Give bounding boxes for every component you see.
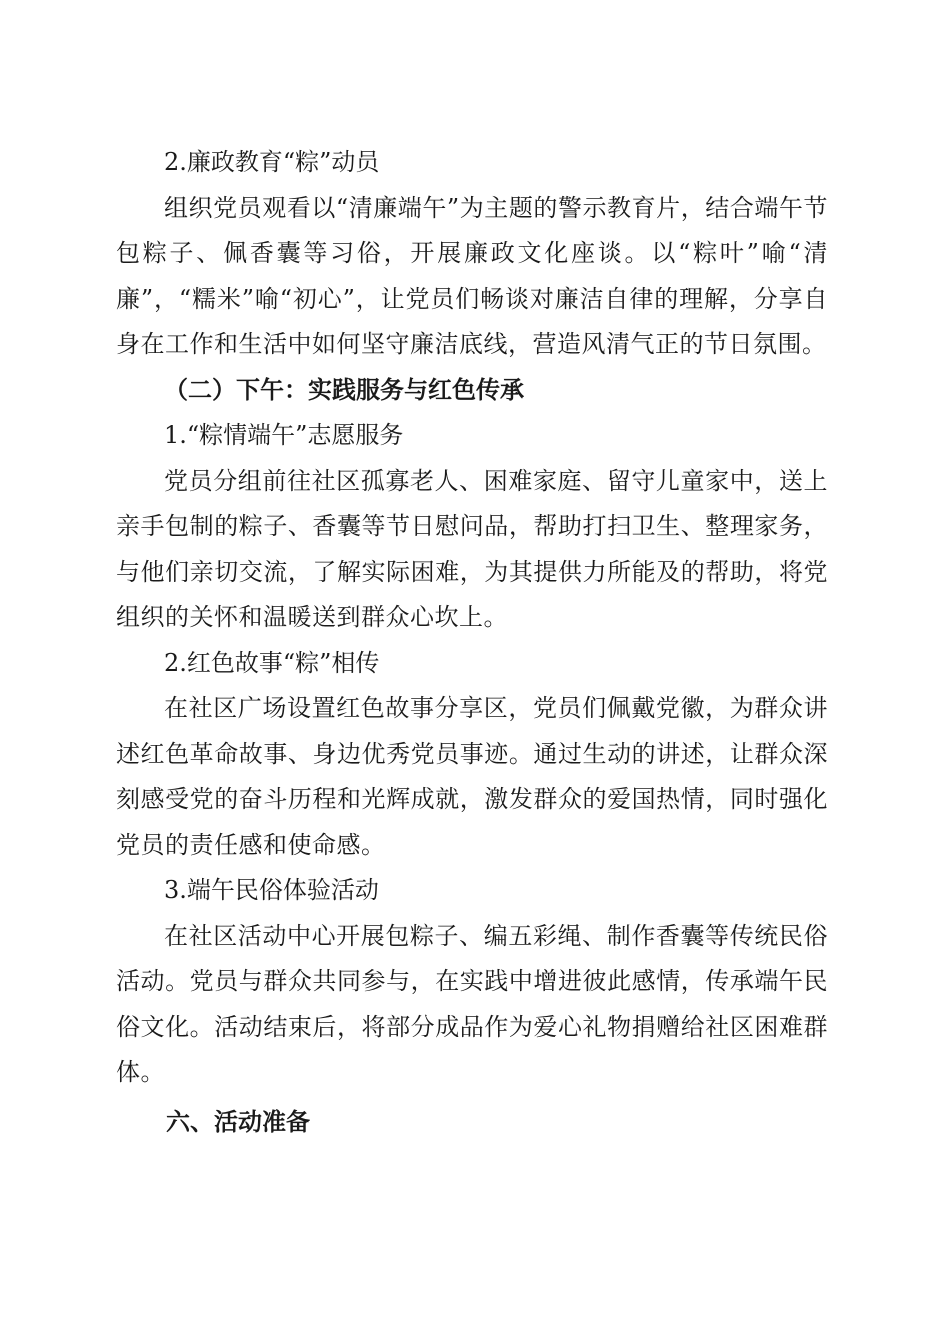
subheading-integrity-education: 2.廉政教育“粽”动员: [164, 148, 380, 176]
part-heading-afternoon: （二）下午：实践服务与红色传承: [164, 375, 524, 404]
document-page: [116, 140, 828, 1145]
paragraph-volunteer-service: 党员分组前往社区孤寡老人、困难家庭、留守儿童家中，送上亲手包制的粽子、香囊等节日慰问品，帮助打扫卫生、整理家务，与他们亲切交流，了解实际困难，为其提供力所能及的帮助，将党组织的关怀和温暖送到群众心坎上。: [116, 466, 828, 631]
paragraph-integrity-education: 组织党员观看以“清廉端午”为主题的警示教育片，结合端午节包粽子、佩香囊等习俗，开展廉政文化座谈。以“粽叶”喻“清廉”，“糯米”喻“初心”，让党员们畅谈对廉洁自律的理解，分享自身在工作和生活中如何坚守廉洁底线，营造风清气正的节日氛围。: [116, 193, 828, 358]
section-heading-preparation: 六、活动准备: [166, 1107, 310, 1136]
subheading-red-stories: 2.红色故事“粽”相传: [164, 648, 380, 677]
paragraph-folk-customs: 在社区活动中心开展包粽子、编五彩绳、制作香囊等传统民俗活动。党员与群众共同参与，在实践中增进彼此感情，传承端午民俗文化。活动结束后，将部分成品作为爱心礼物捐赠给社区困难群体。: [116, 921, 828, 1086]
subheading-volunteer-service: 1.“粽情端午”志愿服务: [164, 421, 404, 449]
subheading-folk-customs: 3.端午民俗体验活动: [164, 876, 379, 904]
paragraph-red-stories: 在社区广场设置红色故事分享区，党员们佩戴党徽，为群众讲述红色革命故事、身边优秀党员事迹。通过生动的讲述，让群众深刻感受党的奋斗历程和光辉成就，激发群众的爱国热情，同时强化党员的责任感和使命感。: [116, 694, 828, 859]
